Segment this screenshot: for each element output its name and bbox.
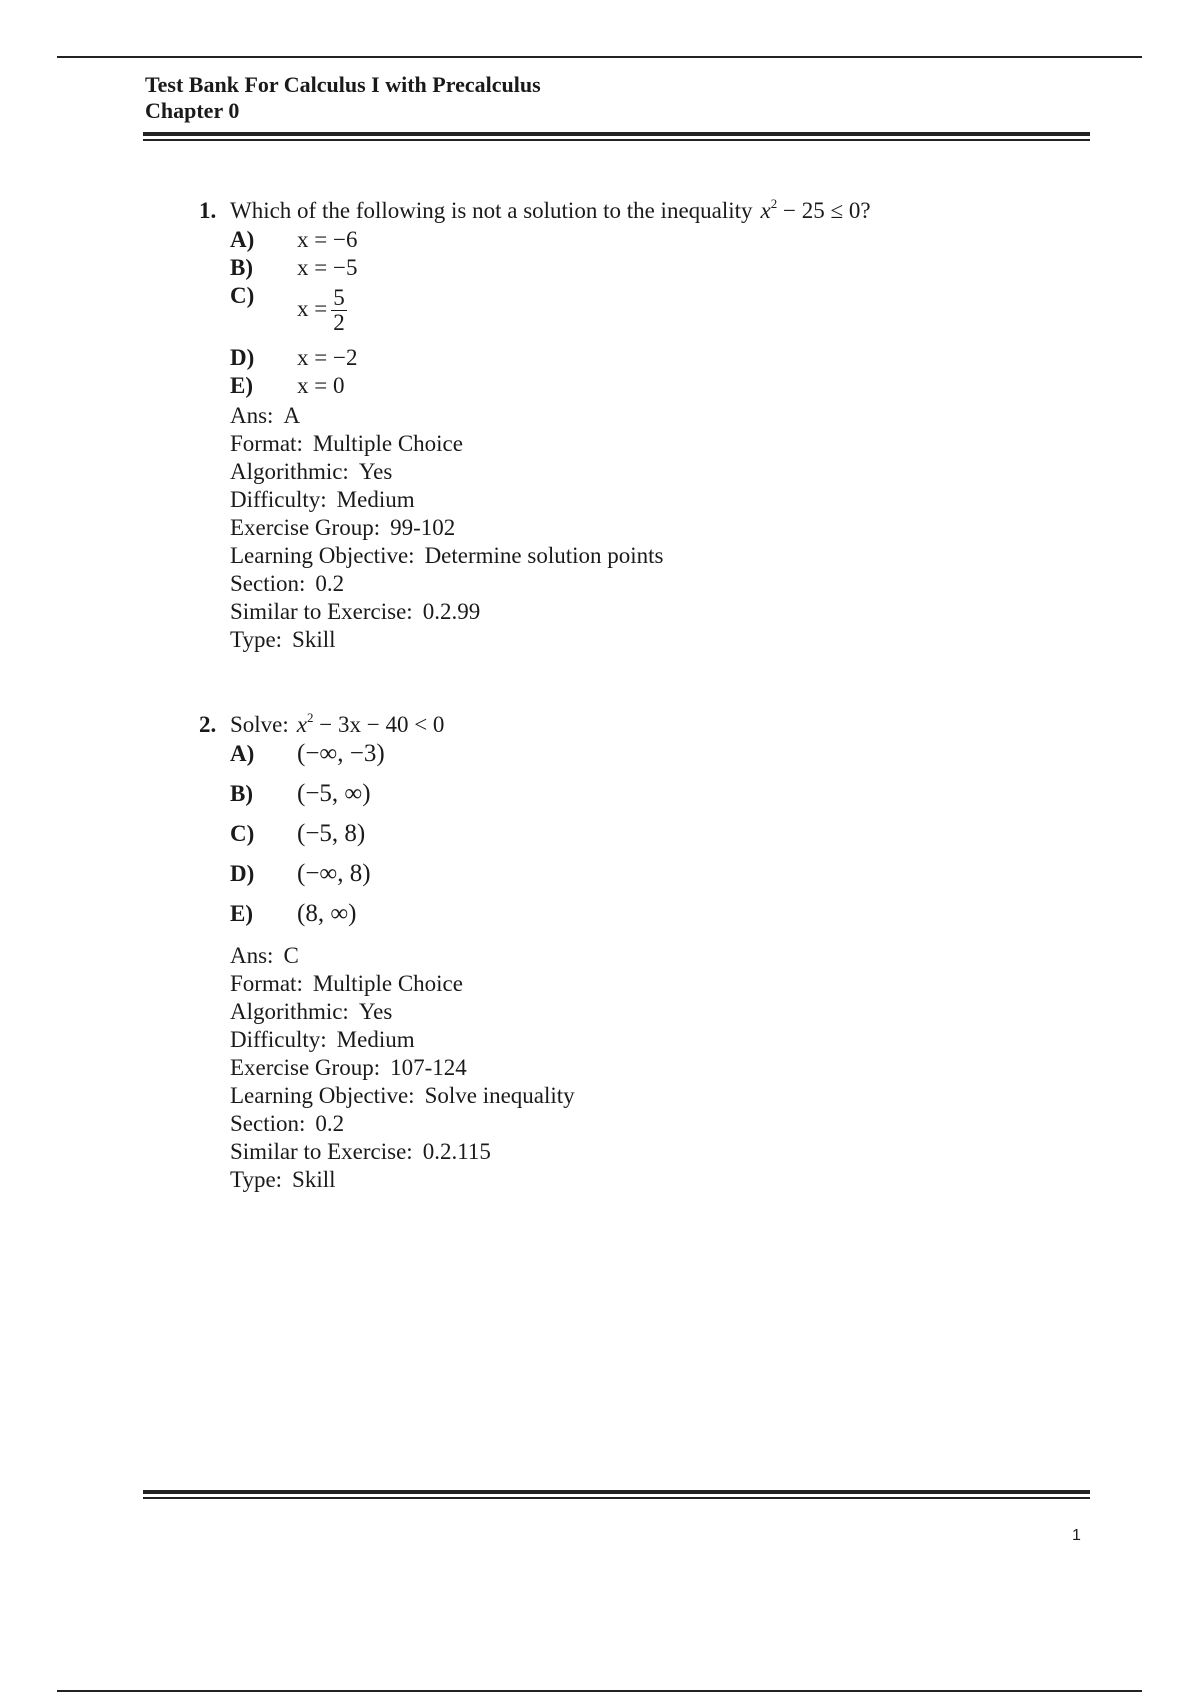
chapter-label: Chapter 0	[145, 98, 240, 123]
choice-e	[230, 372, 1099, 400]
meta-row: Exercise Group: 107-124	[230, 1055, 467, 1080]
choice-letter: C)	[230, 283, 255, 308]
choice-value: (−∞, −3)	[297, 740, 385, 767]
fraction: $\frac{5}{2}$	[333, 285, 345, 335]
meta-row: Similar to Exercise: 0.2.99	[230, 599, 481, 624]
question-number: 1.	[199, 198, 217, 223]
choice-e	[230, 900, 1099, 940]
inequality-expression: $x^2 - 25 \le 0$?	[760, 196, 871, 223]
choice-value: (−5, 8)	[297, 820, 366, 847]
document-title: Test Bank For Calculus I with Precalculus	[145, 72, 541, 97]
choice-c	[230, 282, 1099, 344]
question-prompt	[199, 196, 1099, 226]
choice-a	[230, 226, 1099, 254]
header-double-rule	[143, 132, 1090, 141]
choice-b	[230, 254, 1099, 282]
meta-row: Ans: C	[230, 943, 299, 968]
question-metadata	[230, 402, 1099, 654]
choice-letter: E)	[230, 373, 253, 398]
bottom-page-border	[57, 1690, 1142, 1692]
choice-letter: C)	[230, 821, 255, 846]
choice-c	[230, 820, 1099, 860]
question-1	[199, 196, 1099, 654]
meta-row: Type: Skill	[230, 1167, 336, 1192]
choice-letter: E)	[230, 901, 253, 926]
choice-value: x = −5	[297, 255, 358, 280]
answer-choices	[230, 226, 1099, 400]
choice-value: x = 0	[297, 373, 345, 398]
choice-d	[230, 344, 1099, 372]
choice-value: x = −6	[297, 227, 358, 252]
meta-row: Exercise Group: 99-102	[230, 515, 456, 540]
top-page-border	[57, 56, 1142, 58]
choice-value: x = $\frac{5}{2}$	[297, 285, 345, 335]
inequality-expression: $x^2 - 3x - 40 < 0$	[296, 710, 445, 737]
choice-letter: D)	[230, 345, 255, 370]
choice-letter: B)	[230, 781, 253, 806]
meta-row: Learning Objective: Determine solution points	[230, 543, 664, 568]
document-header	[145, 72, 1095, 124]
meta-row: Difficulty: Medium	[230, 1027, 415, 1052]
question-number: 2.	[199, 712, 217, 737]
meta-row: Section: 0.2	[230, 1111, 345, 1136]
question-text: Which of the following is not a solution to the inequality	[230, 198, 753, 223]
choice-value: (−5, ∞)	[297, 780, 371, 807]
footer-double-rule	[143, 1490, 1090, 1499]
choice-letter: A)	[230, 741, 255, 766]
choice-b	[230, 780, 1099, 820]
meta-row: Format: Multiple Choice	[230, 971, 463, 996]
choice-letter: A)	[230, 227, 255, 252]
meta-row: Learning Objective: Solve inequality	[230, 1083, 575, 1108]
meta-row: Type: Skill	[230, 627, 336, 652]
choice-letter: D)	[230, 861, 255, 886]
meta-row: Section: 0.2	[230, 571, 345, 596]
meta-row: Ans: A	[230, 403, 301, 428]
answer-choices	[230, 740, 1099, 940]
question-metadata	[230, 942, 1099, 1194]
question-text: Solve:	[230, 712, 289, 737]
choice-a	[230, 740, 1099, 780]
choice-value: (−∞, 8)	[297, 860, 371, 887]
choice-letter: B)	[230, 255, 253, 280]
page-number: 1	[1072, 1527, 1081, 1544]
meta-row: Similar to Exercise: 0.2.115	[230, 1139, 491, 1164]
meta-row: Difficulty: Medium	[230, 487, 415, 512]
meta-row: Format: Multiple Choice	[230, 431, 463, 456]
question-2	[199, 710, 1099, 1194]
choice-value: x = −2	[297, 345, 358, 370]
choice-d	[230, 860, 1099, 900]
meta-row: Algorithmic: Yes	[230, 459, 393, 484]
meta-row: Algorithmic: Yes	[230, 999, 393, 1024]
question-prompt	[199, 710, 1099, 740]
choice-value: (8, ∞)	[297, 900, 357, 927]
